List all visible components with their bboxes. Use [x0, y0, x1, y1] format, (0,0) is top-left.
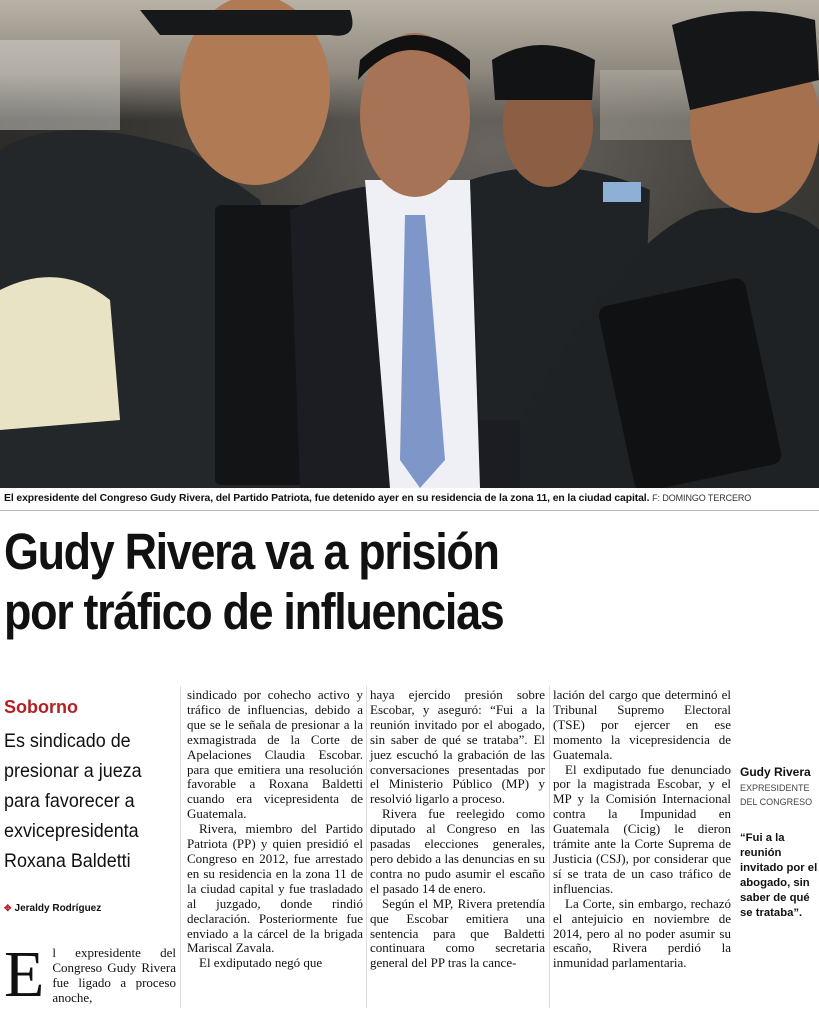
- body-paragraph: Rivera, miembro del Partido Patriota (PP) y quien presidió el Congreso en 2012, fue arrestado en su residencia en la zona 11 de la ciudad capital y fue trasladado al juzgado, donde rindió declaración. Posteriormente fue enviado a la cárcel de la brigada Mariscal Zavala.: [187, 821, 363, 956]
- sidebar-role: EXPRESIDENTE DEL CONGRESO: [740, 783, 813, 807]
- sidebar-quote: “Fui a la reunión invitado por el abogado, sin saber de qué se trataba”.: [740, 832, 818, 919]
- body-paragraph: La Corte, sin embargo, rechazó el antejuicio en noviembre de 2014, pero al no poder asumir su escaño, Rivera perdió la inmunidad parlamentaria.: [553, 895, 731, 971]
- byline: [4, 903, 101, 914]
- body-paragraph: El exdiputado negó que: [199, 955, 323, 971]
- headline-line-1: Gudy Rivera va a prisión: [4, 523, 499, 580]
- headline: [4, 522, 719, 642]
- quote-sidebar: [740, 766, 818, 921]
- body-paragraph: Rivera fue reelegido como diputado al Congreso en las pasadas elecciones generales, pero debido a las denuncias en su contra no pudo asumir el escaño el pasado 14 de enero.: [370, 806, 545, 896]
- body-column-3: [370, 688, 545, 971]
- body-column-4: [553, 688, 731, 971]
- section-label: Soborno: [4, 697, 78, 717]
- news-photo: [0, 0, 819, 488]
- body-column-1: [4, 938, 176, 1011]
- sidebar-name: Gudy Rivera: [740, 765, 811, 779]
- body-paragraph: haya ejercido presión sobre Escobar, y aseguró: “Fui a la reunión invitado por el abogado, sin saber de qué se trataba”. El juez escuchó la grabación de las conversaciones presentadas por el Ministerio Público (MP) y resolvió ligarlo a proceso.: [370, 687, 545, 807]
- body-paragraph: sindicado por cohecho activo y tráfico de influencias, debido a que se le señala de presionar a la exmagistrada de la Corte de Apelaciones Claudia Escobar. para que emitiera una resolución favorable a Roxana Baldetti cuando era vicepresidenta de Guatemala.: [187, 687, 363, 822]
- body-paragraph: Según el MP, Rivera pretendía que Escobar emitiera una sentencia para que Baldetti continuara como secretaria general del PP tras la cance-: [370, 895, 545, 971]
- body-paragraph: El exdiputado fue denunciado por la magistrada Escobar, y el MP y la Comisión Internacional contra la Impunidad en Guatemala (Cicig) le dieron trámite ante la Corte Suprema de Justicia (CSJ), por considerar que sí se trata de un caso tráfico de influencias.: [553, 761, 731, 896]
- byline-author: Jeraldy Rodríguez: [14, 903, 102, 914]
- column-divider: [549, 686, 550, 1008]
- photo-illustration: [0, 0, 819, 488]
- caption-text: El expresidente del Congreso Gudy Rivera, del Partido Patriota, fue detenido ayer en su residencia de la zona 11, en la ciudad capital.: [4, 493, 650, 504]
- column-divider: [180, 686, 181, 1008]
- deck: Es sindicado de presionar a jueza para favorecer a exvicepresidenta Roxana Baldetti: [4, 730, 142, 872]
- photo-caption: [4, 493, 816, 504]
- headline-line-2: por tráfico de influencias: [4, 583, 504, 640]
- body-paragraph: lación del cargo que determinó el Tribunal Supremo Electoral (TSE) por ejercer en ese momento la vicepresidencia de Guatemala.: [553, 687, 731, 762]
- body-column-2: [187, 688, 363, 971]
- photo-credit: F: DOMINGO TERCERO: [652, 493, 752, 503]
- caption-divider: [0, 510, 819, 511]
- byline-bullet-icon: ✥: [4, 903, 12, 913]
- body-paragraph: l expresidente del Congreso Gudy Rivera fue ligado a proceso anoche,: [52, 945, 176, 1005]
- drop-cap: E: [4, 938, 45, 1011]
- column-divider: [366, 686, 367, 1008]
